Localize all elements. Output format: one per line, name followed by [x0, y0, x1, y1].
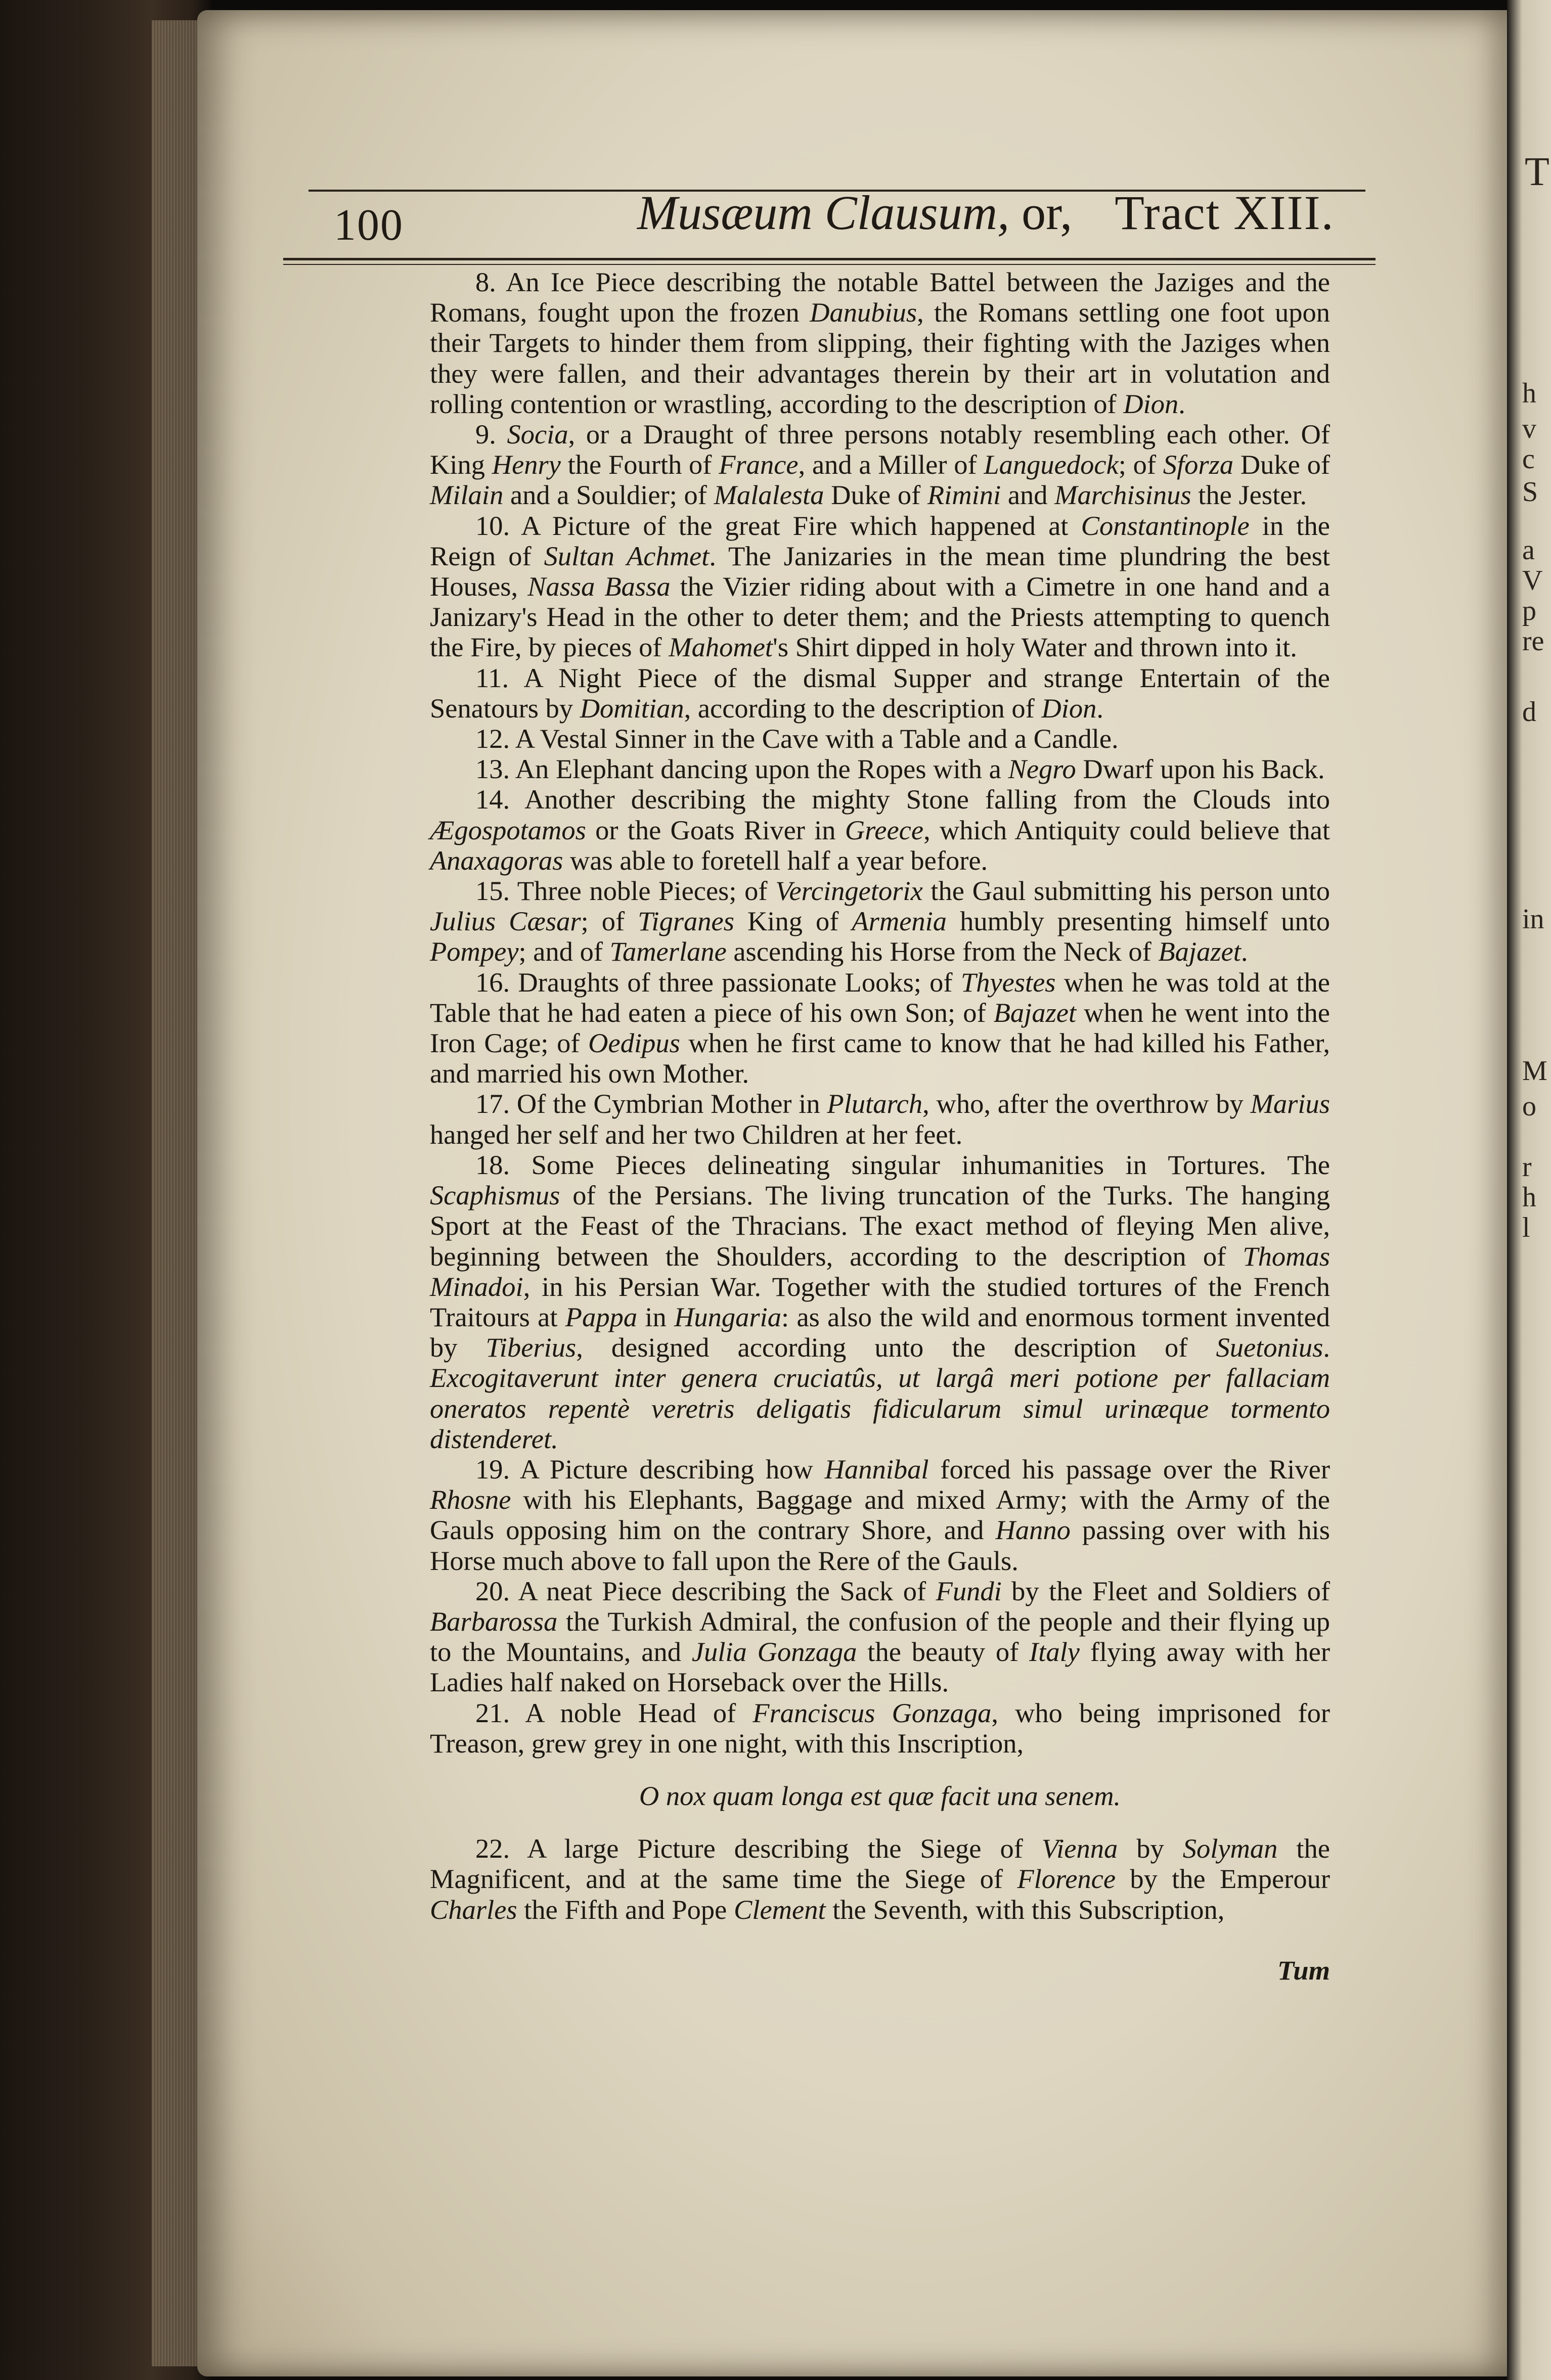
text-run: 9. [475, 419, 507, 450]
text-run: by [1118, 1833, 1183, 1864]
catalogue-entry [430, 1698, 1330, 1759]
italic-text: Greece [845, 814, 924, 845]
text-run: , or a Draught of three persons notably resembling each other. Of King [430, 419, 1330, 480]
header-rule [283, 264, 1376, 265]
text-run: . [1178, 388, 1185, 419]
facing-page-fragment: c [1522, 443, 1535, 475]
catchword: Tum [1277, 1954, 1330, 1986]
catalogue-entry [430, 1089, 1330, 1149]
catalogue-entry [430, 267, 1330, 419]
text-run: and a Souldier; of [503, 479, 714, 511]
text-run: the beauty of [857, 1636, 1030, 1668]
italic-text: Anaxagoras [430, 844, 563, 876]
running-head [637, 185, 1335, 241]
italic-text: Languedock [984, 449, 1119, 480]
italic-text: Hannibal [824, 1453, 929, 1485]
text-run: ascending his Horse from the Neck of [726, 936, 1159, 967]
italic-text: Danubius [810, 297, 917, 328]
italic-text: Florence [1017, 1863, 1116, 1895]
italic-text: Barbarossa [430, 1605, 558, 1637]
text-run: the Magnificent, and at the same time the Siege of [430, 1833, 1330, 1895]
text-run: . The Janizaries in the mean time plundring the best Houses, [430, 540, 1330, 602]
text-run: , in his Persian War. Together with the studied tortures of the French Traitours at [430, 1271, 1330, 1332]
text-run: , which Antiquity could believe that [923, 814, 1330, 845]
italic-text: Franciscus Gonzaga [752, 1697, 992, 1728]
text-run: of the Persians. The living truncation of the Turks. The hanging Sport at the Feast of the Thracians. The exact method of fleying Men alive, beginning between the Shoulders, according to the description of [430, 1180, 1330, 1272]
text-run: 10. A Picture of the great Fire which happened at [475, 510, 1081, 541]
text-run: with his Elephants, Baggage and mixed Army; with the Army of the Gauls opposing him on the contrary Shore, and [430, 1484, 1330, 1546]
italic-text: Pappa [565, 1301, 638, 1332]
italic-text: Tamerlane [609, 936, 727, 967]
page-number: 100 [334, 201, 404, 250]
text-run: forced his passage over the River [928, 1453, 1330, 1485]
italic-text: Dion [1123, 388, 1179, 419]
italic-text: Negro [1008, 753, 1076, 785]
italic-text: Sforza [1163, 449, 1234, 480]
text-run: , who being imprisoned for Treason, grew grey in one night, with this Inscription, [430, 1697, 1330, 1759]
header-rule [283, 258, 1376, 260]
italic-text: Marius [1250, 1088, 1330, 1119]
italic-text: Hanno [995, 1514, 1071, 1546]
text-run: 18. Some Pieces delineating singular inhumanities in Tortures. The [475, 1149, 1330, 1180]
facing-page-fragment: d [1522, 696, 1536, 728]
facing-page-fragment: re [1522, 625, 1544, 657]
text-run: the Jester. [1191, 479, 1307, 511]
italic-text: Suetonius [1216, 1332, 1323, 1363]
italic-text: Solyman [1182, 1833, 1278, 1864]
text-run: humbly presenting himself unto [947, 906, 1331, 937]
italic-text: Rhosne [430, 1484, 511, 1515]
text-run: the Gaul submitting his person unto [922, 875, 1331, 907]
text-run: when he went into the Iron Cage; of [430, 997, 1331, 1059]
text-run: passing over with his Horse much above to fall upon the Rere of the Gauls. [430, 1514, 1330, 1576]
facing-page-fragment: h [1522, 378, 1536, 409]
text-run: : as also the wild and enormous torment invented by [430, 1301, 1330, 1363]
italic-text: Henry [492, 449, 561, 480]
catalogue-entry [430, 1150, 1330, 1454]
running-title: Musæum Clausum, [637, 186, 1010, 240]
tract-number: Tract XIII. [1115, 186, 1335, 240]
text-run: . [1323, 1332, 1330, 1363]
catalogue-entry [430, 876, 1330, 967]
italic-text: Fundi [936, 1575, 1002, 1606]
text-run: or the Goats River in [586, 814, 845, 845]
facing-page-fragment: h [1522, 1182, 1536, 1213]
text-run: 19. A Picture describing how [475, 1453, 825, 1485]
text-run: ; of [1118, 449, 1163, 480]
inscription-quote [430, 1781, 1330, 1811]
text-run: the Seventh, with this Subscription, [825, 1894, 1225, 1925]
catalogue-entry [430, 967, 1330, 1089]
text-run: , who, after the overthrow by [922, 1088, 1251, 1119]
text-run: , according to the description of [684, 692, 1042, 724]
italic-text: Tiberius [485, 1332, 577, 1363]
text-run: 21. A noble Head of [475, 1697, 753, 1728]
italic-text: Dion [1041, 692, 1097, 724]
text-run: and [1001, 479, 1055, 511]
italic-text: Nassa Bassa [527, 571, 671, 602]
text-run: 's Shirt dipped in holy Water and thrown into it. [773, 632, 1297, 663]
facing-page-fragment: r [1522, 1151, 1532, 1183]
italic-text: Bajazet [993, 997, 1077, 1028]
catalogue-entry [430, 1576, 1330, 1698]
italic-text: Bajazet [1158, 936, 1241, 967]
italic-text: France [719, 449, 799, 480]
text-run: when he was told at the Table that he had eaten a piece of his own Son; of [430, 966, 1330, 1028]
text-run: flying away with her Ladies half naked on Horseback over the Hills. [430, 1636, 1330, 1698]
catalogue-entry [430, 1833, 1330, 1925]
text-run: 14. Another describing the mighty Stone falling from the Clouds into [475, 784, 1330, 815]
text-run: the Fifth and Pope [517, 1894, 734, 1925]
facing-page-fragment: T [1525, 150, 1549, 194]
text-run: . [1096, 692, 1104, 724]
text-run: , and a Miller of [798, 449, 984, 480]
text-run: ; and of [518, 936, 610, 967]
text-run: Duke of [1233, 449, 1331, 480]
italic-text: Ægospotamos [430, 814, 586, 845]
italic-text: Clement [734, 1894, 826, 1925]
italic-text: Constantinople [1081, 510, 1250, 541]
text-run: the Fourth of [560, 449, 719, 480]
catalogue-entry [430, 1454, 1330, 1576]
text-run: Duke of [824, 479, 927, 511]
body-text [430, 267, 1330, 1986]
text-run: was able to foretell half a year before. [563, 844, 988, 876]
facing-page-fragment: l [1522, 1212, 1530, 1243]
italic-text: Charles [430, 1894, 517, 1925]
text-run: 15. Three noble Pieces; of [475, 875, 776, 907]
text-run: in [637, 1301, 675, 1332]
italic-text: Socia [507, 419, 568, 450]
text-run: 17. Of the Cymbrian Mother in [475, 1088, 827, 1119]
text-run: the Vizier riding about with a Cimetre in one hand and a Janizary's Head in the other to deter them; and the Priests attempting to quench the Fire, by pieces of [430, 571, 1331, 663]
facing-page-fragment: V [1522, 565, 1543, 596]
italic-text: Milain [430, 479, 504, 511]
catalogue-entry [430, 724, 1330, 754]
italic-text: Pompey [430, 936, 519, 967]
text-run: when he first came to know that he had killed his Father, and married his own Mother. [430, 1027, 1331, 1089]
text-run: 16. Draughts of three passionate Looks; of [475, 966, 961, 998]
italic-text: O nox quam longa est quæ facit una senem. [639, 1780, 1121, 1811]
text-run: hanged her self and her two Children at her feet. [430, 1118, 963, 1150]
text-run: 11. A Night Piece of the dismal Supper and strange Entertain of the Senatours by [430, 662, 1330, 724]
catalogue-entry [430, 754, 1330, 784]
running-or: or, [1022, 186, 1073, 240]
facing-page-fragment: in [1522, 904, 1544, 935]
italic-text: Vercingetorix [775, 875, 923, 907]
italic-text: Sultan Achmet [544, 540, 710, 571]
text-run: 12. A Vestal Sinner in the Cave with a Table and a Candle. [475, 723, 1119, 754]
italic-text: Rimini [927, 479, 1001, 511]
text-run: in the Reign of [430, 510, 1330, 571]
catalogue-entry [430, 419, 1330, 511]
text-run: King of [734, 906, 852, 937]
text-run: , the Romans settling one foot upon their Targets to hinder them from slipping, their fighting with the Jaziges when they were fallen, and their advantages therein by their art in volutation and rolling contention or wrastling, according to the description of [430, 297, 1330, 419]
italic-text: Vienna [1041, 1833, 1118, 1864]
italic-text: Italy [1029, 1636, 1080, 1668]
italic-text: Oedipus [588, 1027, 680, 1059]
facing-page-fragment: M [1522, 1055, 1547, 1087]
italic-text: Julia Gonzaga [691, 1636, 857, 1668]
text-run: 22. A large Picture describing the Siege of [475, 1833, 1042, 1864]
text-run: ; of [581, 906, 638, 937]
italic-text: Marchisinus [1054, 479, 1191, 511]
italic-text: Mahomet [669, 632, 773, 663]
facing-page-fragment: S [1522, 476, 1538, 508]
italic-text: Tigranes [638, 906, 734, 937]
italic-text: Domitian [580, 692, 684, 724]
text-run: Dwarf upon his Back. [1076, 753, 1325, 785]
text-run: 13. An Elephant dancing upon the Ropes with a [475, 753, 1008, 785]
italic-text: Excogitaverunt inter genera cruciatûs, ut largâ meri potione per fallaciam oneratos repentè veretris deligatis fidicularum simul urinæque tormento distenderet. [430, 1362, 1330, 1454]
catalogue-entry [430, 511, 1330, 663]
facing-page-fragment: v [1522, 413, 1536, 444]
facing-page-fragment: o [1522, 1091, 1536, 1122]
facing-page-sliver [1507, 0, 1551, 2380]
facing-page-fragment: p [1522, 595, 1536, 626]
italic-text: Plutarch [827, 1088, 923, 1119]
italic-text: Thyestes [960, 966, 1056, 998]
text-run: . [1240, 936, 1248, 967]
text-run: 20. A neat Piece describing the Sack of [475, 1575, 936, 1606]
text-run: by the Emperour [1116, 1863, 1330, 1895]
catalogue-entry [430, 784, 1330, 876]
catalogue-entry [430, 663, 1330, 724]
text-run: the Turkish Admiral, the confusion of the people and their flying up to the Mountains, and [430, 1605, 1330, 1668]
text-run: 8. An Ice Piece describing the notable Battel between the Jaziges and the Romans, fought upon the frozen [430, 266, 1330, 328]
italic-text: Hungaria [674, 1301, 782, 1332]
italic-text: Julius Cæsar [430, 906, 581, 937]
text-run: , designed according unto the description of [576, 1332, 1216, 1363]
italic-text: Scaphismus [430, 1180, 560, 1211]
italic-text: Armenia [852, 906, 947, 937]
facing-page-fragment: a [1522, 534, 1535, 566]
italic-text: Malalesta [714, 479, 824, 511]
italic-text: Thomas Minadoi [430, 1240, 1330, 1302]
text-run: by the Fleet and Soldiers of [1001, 1575, 1330, 1606]
